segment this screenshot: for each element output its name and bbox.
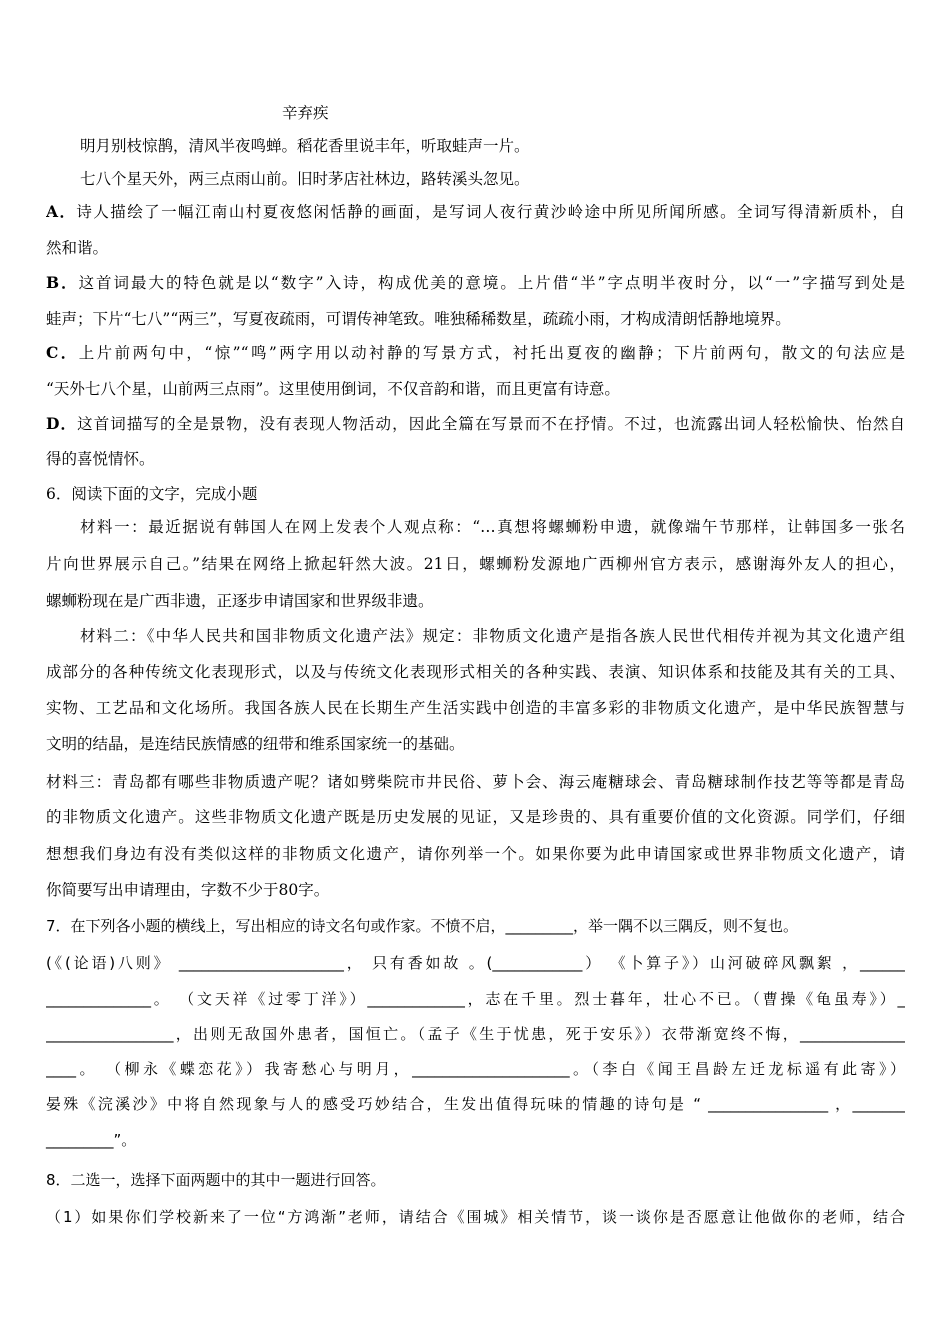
- poem-author: 辛弃疾: [282, 104, 329, 122]
- option-label: A．: [46, 202, 77, 221]
- poem-line: 明月别枝惊鹊，清风半夜鸣蝉。稻花香里说丰年，听取蛙声一片。: [80, 137, 530, 155]
- option-label: B．: [46, 273, 79, 292]
- option-c[interactable]: [46, 343, 905, 363]
- material-2-line: 实物、工艺品和文化场所。我国各族人民在长期生产生活实践中创造的丰富多彩的非物质文化遗产，是中华民族智慧与: [46, 699, 905, 717]
- material-2-line: 成部分的各种传统文化表现形式，以及与传统文化表现形式相关的各种实践、表演、知识体系和技能及其有关的工具、: [46, 663, 905, 681]
- option-text: 这首词最大的特色就是以“数字”入诗，构成优美的意境。上片借“半”字点明半夜时分，以“一”字描写到处是: [78, 274, 905, 292]
- option-text: “天外七八个星，山前两三点雨”。这里使用倒词，不仅音韵和谐，而且更富有诗意。: [46, 380, 620, 398]
- option-b[interactable]: [46, 273, 905, 293]
- question-7-line: (《(论语)八则》 ______________________， 只有香如故 。(____________） 《卜算子》）山河破碎风飘絮 ，______: [46, 954, 905, 972]
- material-1-line: 片向世界展示自己。”结果在网络上掀起轩然大波。21日，螺蛳粉发源地广西柳州官方表示，感谢海外友人的担心，: [46, 555, 905, 573]
- option-label: C．: [46, 343, 79, 362]
- question-7-line: _________________，出则无敌国外患者，国恒亡。（孟子《生于忧患，死于安乐》）衣带渐宽终不悔，______________: [46, 1025, 905, 1043]
- material-3-line: 材料三：青岛都有哪些非物质遗产呢？诸如劈柴院市井民俗、萝卜会、海云庵糖球会、青岛糖球制作技艺等等都是青岛: [46, 773, 905, 791]
- question-7-line: ______________。 （文天祥《过零丁洋》）_____________，志在千里。烈士暮年，壮心不已。（曹操《龟虽寿》）_: [46, 990, 905, 1008]
- option-d[interactable]: [46, 414, 905, 434]
- question-6-title: 6．阅读下面的文字，完成小题: [46, 485, 258, 503]
- material-3-line: 的非物质文化遗产。这些非物质文化遗产既是历史发展的见证，又是珍贵的、具有重要价值的文化资源。同学们，仔细: [46, 808, 905, 826]
- material-3-line: 想想我们身边有没有类似这样的非物质文化遗产，请你列举一个。如果你要为此申请国家或世界非物质文化遗产，请: [46, 845, 905, 863]
- option-text: 得的喜悦情怀。: [46, 450, 155, 468]
- option-a[interactable]: [46, 202, 905, 222]
- option-text: 然和谐。: [46, 239, 109, 257]
- question-7-line: _________”。: [46, 1131, 137, 1149]
- option-text: 诗人描绘了一幅江南山村夏夜悠闲恬静的画面，是写词人夜行黄沙岭途中所见所闻所感。全词写得清新质朴，自: [76, 203, 905, 221]
- question-7-line: ____。 （柳永《蝶恋花》）我寄愁心与明月，_____________________。（李白《闻王昌龄左迁龙标遥有此寄》）: [46, 1060, 905, 1078]
- question-7-line: 晏殊《浣溪沙》中将自然现象与人的感受巧妙结合，生发出值得玩味的情趣的诗句是 “ ________________ ，_______: [46, 1095, 905, 1113]
- option-label: D．: [46, 414, 78, 433]
- question-7-line: 7．在下列各小题的横线上，写出相应的诗文名句或作家。不愤不启，_________，举一隅不以三隅反，则不复也。: [46, 917, 799, 935]
- question-8-title: 8．二选一，选择下面两题中的其中一题进行回答。: [46, 1171, 386, 1189]
- material-1-line: 螺蛳粉现在是广西非遗，正逐步申请国家和世界级非遗。: [46, 592, 434, 610]
- poem-line: 七八个星天外，两三点雨山前。旧时茅店社林边，路转溪头忽见。: [80, 170, 530, 188]
- material-2-line: 文明的结晶，是连结民族情感的纽带和维系国家统一的基础。: [46, 735, 465, 753]
- option-text: 这首词描写的全是景物，没有表现人物活动，因此全篇在写景而不在抒情。不过，也流露出词人轻松愉快、怡然自: [77, 415, 905, 433]
- option-text: 蛙声；下片“七八”“两三”，写夏夜疏雨，可谓传神笔致。唯独稀稀数星，疏疏小雨，才构成清朗恬静地境界。: [46, 310, 791, 328]
- material-2-line: 材料二：《中华人民共和国非物质文化遗产法》规定：非物质文化遗产是指各族人民世代相传并视为其文化遗产组: [80, 627, 905, 645]
- material-3-line: 你简要写出申请理由，字数不少于80字。: [46, 881, 330, 899]
- material-1-line: 材料一：最近据说有韩国人在网上发表个人观点称：“…真想将螺蛳粉申遗，就像端午节那样，让韩国多一张名: [80, 518, 905, 536]
- question-8-item-1: （1）如果你们学校新来了一位“方鸿渐”老师，请结合《围城》相关情节，谈一谈你是否愿意让他做你的老师，结合: [46, 1208, 905, 1226]
- option-text: 上片前两句中，“惊”“鸣”两字用以动衬静的写景方式，衬托出夏夜的幽静；下片前两句，散文的句法应是: [78, 344, 905, 362]
